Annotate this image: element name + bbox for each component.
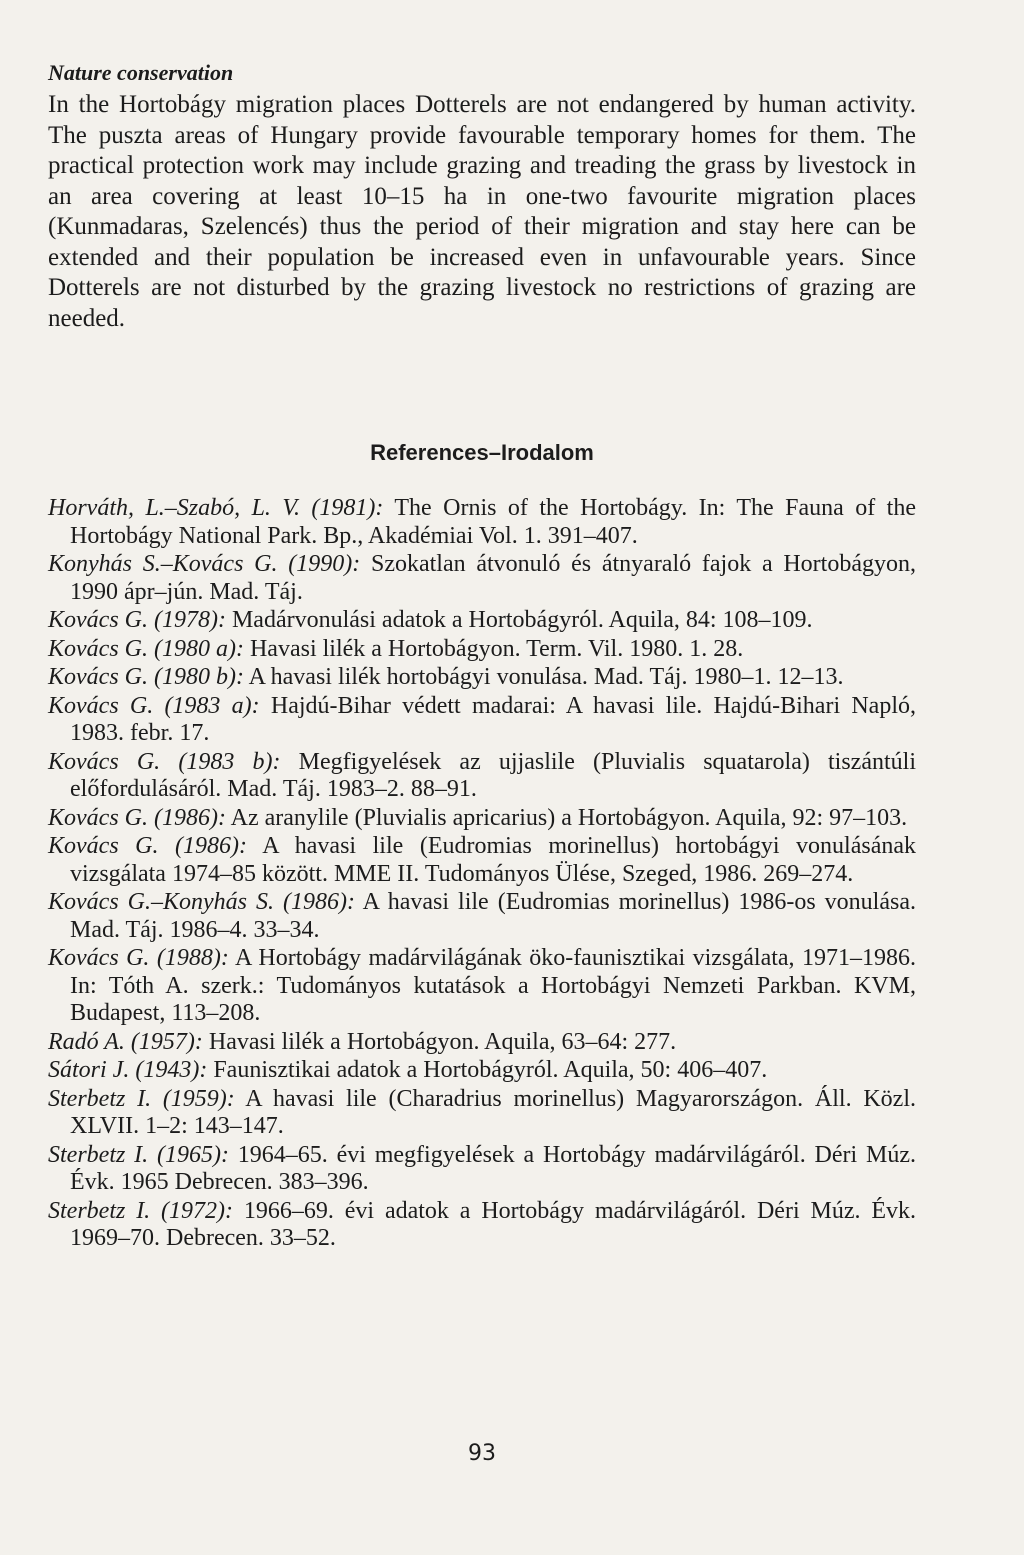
reference-authors: Kovács G. (1986): [48, 833, 248, 859]
reference-authors: Kovács G. (1978): [48, 607, 226, 633]
reference-item [48, 1086, 916, 1141]
reference-text: A havasi lile (Eudromias morinellus) hortobágyi vonulásának vizsgálata 1974–85 között. MME II. Tudományos Ülése, Szeged, 1986. 269–274. [70, 833, 916, 887]
reference-text: Havasi lilék a Hortobágyon. Aquila, 63–64: 277. [202, 1028, 677, 1055]
reference-authors: Radó A. (1957): [48, 1028, 203, 1055]
reference-authors: Kovács G. (1980 a): [48, 635, 244, 662]
section-paragraph: In the Hortobágy migration places Dotterels are not endangered by human activity. The puszta areas of Hungary provide favourable temporary homes for them. The practical protection work may include grazing and treading the grass by livestock in an area covering at least 10–15 ha in one-two favourite migration places (Kunmadaras, Szelencés) thus the period of their migration and stay here can be extended and their population be increased even in unfavourable years. Since Dotterels are not disturbed by the grazing livestock no restrictions of grazing are needed. [48, 91, 916, 332]
reference-authors: Kovács G. (1983 a): [48, 692, 260, 719]
reference-item [48, 749, 916, 804]
reference-item [48, 1057, 916, 1085]
reference-item [48, 805, 916, 833]
reference-text: 1966–69. évi adatok a Hortobágy madárvilágáról. Déri Múz. Évk. 1969–70. Debrecen. 33–52. [70, 1197, 916, 1251]
reference-text: Hajdú-Bihar védett madarai: A havasi lile. Hajdú-Bihari Napló, 1983. febr. 17. [70, 692, 916, 746]
reference-authors: Kovács G. (1986): [48, 804, 226, 831]
page [48, 58, 916, 1466]
reference-item [48, 495, 916, 550]
reference-item [48, 945, 916, 1028]
reference-text: A havasi lile (Eudromias morinellus) 1986-os vonulása. Mad. Táj. 1986–4. 33–34. [70, 889, 916, 943]
reference-text: Szokatlan átvonuló és átnyaraló fajok a Hortobágyon, 1990 ápr–jún. Mad. Táj. [70, 551, 916, 605]
reference-item [48, 664, 916, 692]
reference-text: 1964–65. évi megfigyelések a Hortobágy madárvilágáról. Déri Múz. Évk. 1965 Debrecen. 383–396. [70, 1141, 916, 1195]
reference-text: Havasi lilék a Hortobágyon. Term. Vil. 1980. 1. 28. [243, 635, 744, 662]
reference-item [48, 1142, 916, 1197]
reference-text: Madárvonulási adatok a Hortobágyról. Aquila, 84: 108–109. [225, 607, 813, 633]
reference-text: Az aranylile (Pluvialis apricarius) a Hortobágyon. Aquila, 92: 97–103. [225, 804, 908, 831]
reference-text: Megfigyelések az ujjaslile (Pluvialis squatarola) tiszántúli előfordulásáról. Mad. Táj. 1983–2. 88–91. [70, 748, 916, 802]
reference-authors: Sterbetz I. (1959): [48, 1085, 235, 1112]
reference-item [48, 1198, 916, 1253]
reference-authors: Sterbetz I. (1965): [48, 1141, 229, 1168]
reference-item [48, 889, 916, 944]
reference-authors: Konyhás S.–Kovács G. (1990): [48, 551, 361, 577]
reference-authors: Horváth, L.–Szabó, L. V. (1981): [48, 495, 384, 521]
reference-authors: Kovács G.–Konyhás S. (1986): [48, 889, 355, 915]
reference-list [48, 495, 916, 1254]
reference-item [48, 1029, 916, 1057]
reference-text: A havasi lilék hortobágyi vonulása. Mad. Táj. 1980–1. 12–13. [243, 664, 844, 690]
reference-authors: Sátori J. (1943): [48, 1057, 208, 1083]
page-number: 93 [468, 1441, 496, 1466]
section-heading: Nature conservation [48, 60, 234, 85]
reference-item [48, 607, 916, 635]
reference-authors: Sterbetz I. (1972): [48, 1197, 234, 1224]
reference-item [48, 833, 916, 888]
references-title: References–Irodalom [370, 440, 594, 465]
reference-authors: Kovács G. (1988): [48, 945, 229, 971]
reference-authors: Kovács G. (1980 b): [48, 664, 244, 690]
reference-text: The Ornis of the Hortobágy. In: The Fauna of the Hortobágy National Park. Bp., Akadémiai Vol. 1. 391–407. [70, 495, 916, 549]
reference-item [48, 636, 916, 664]
reference-text: A havasi lile (Charadrius morinellus) Magyarországon. Áll. Közl. XLVII. 1–2: 143–147. [70, 1085, 916, 1139]
reference-text: Faunisztikai adatok a Hortobágyról. Aquila, 50: 406–407. [207, 1057, 768, 1083]
reference-item [48, 693, 916, 748]
reference-authors: Kovács G. (1983 b): [48, 748, 281, 775]
reference-text: A Hortobágy madárvilágának öko-faunisztikai vizsgálata, 1971–1986. In: Tóth A. szerk.: Tudományos kutatások a Hortobágyi Nemzeti Parkban. KVM, Budapest, 113–208. [70, 945, 916, 1026]
reference-item [48, 551, 916, 606]
